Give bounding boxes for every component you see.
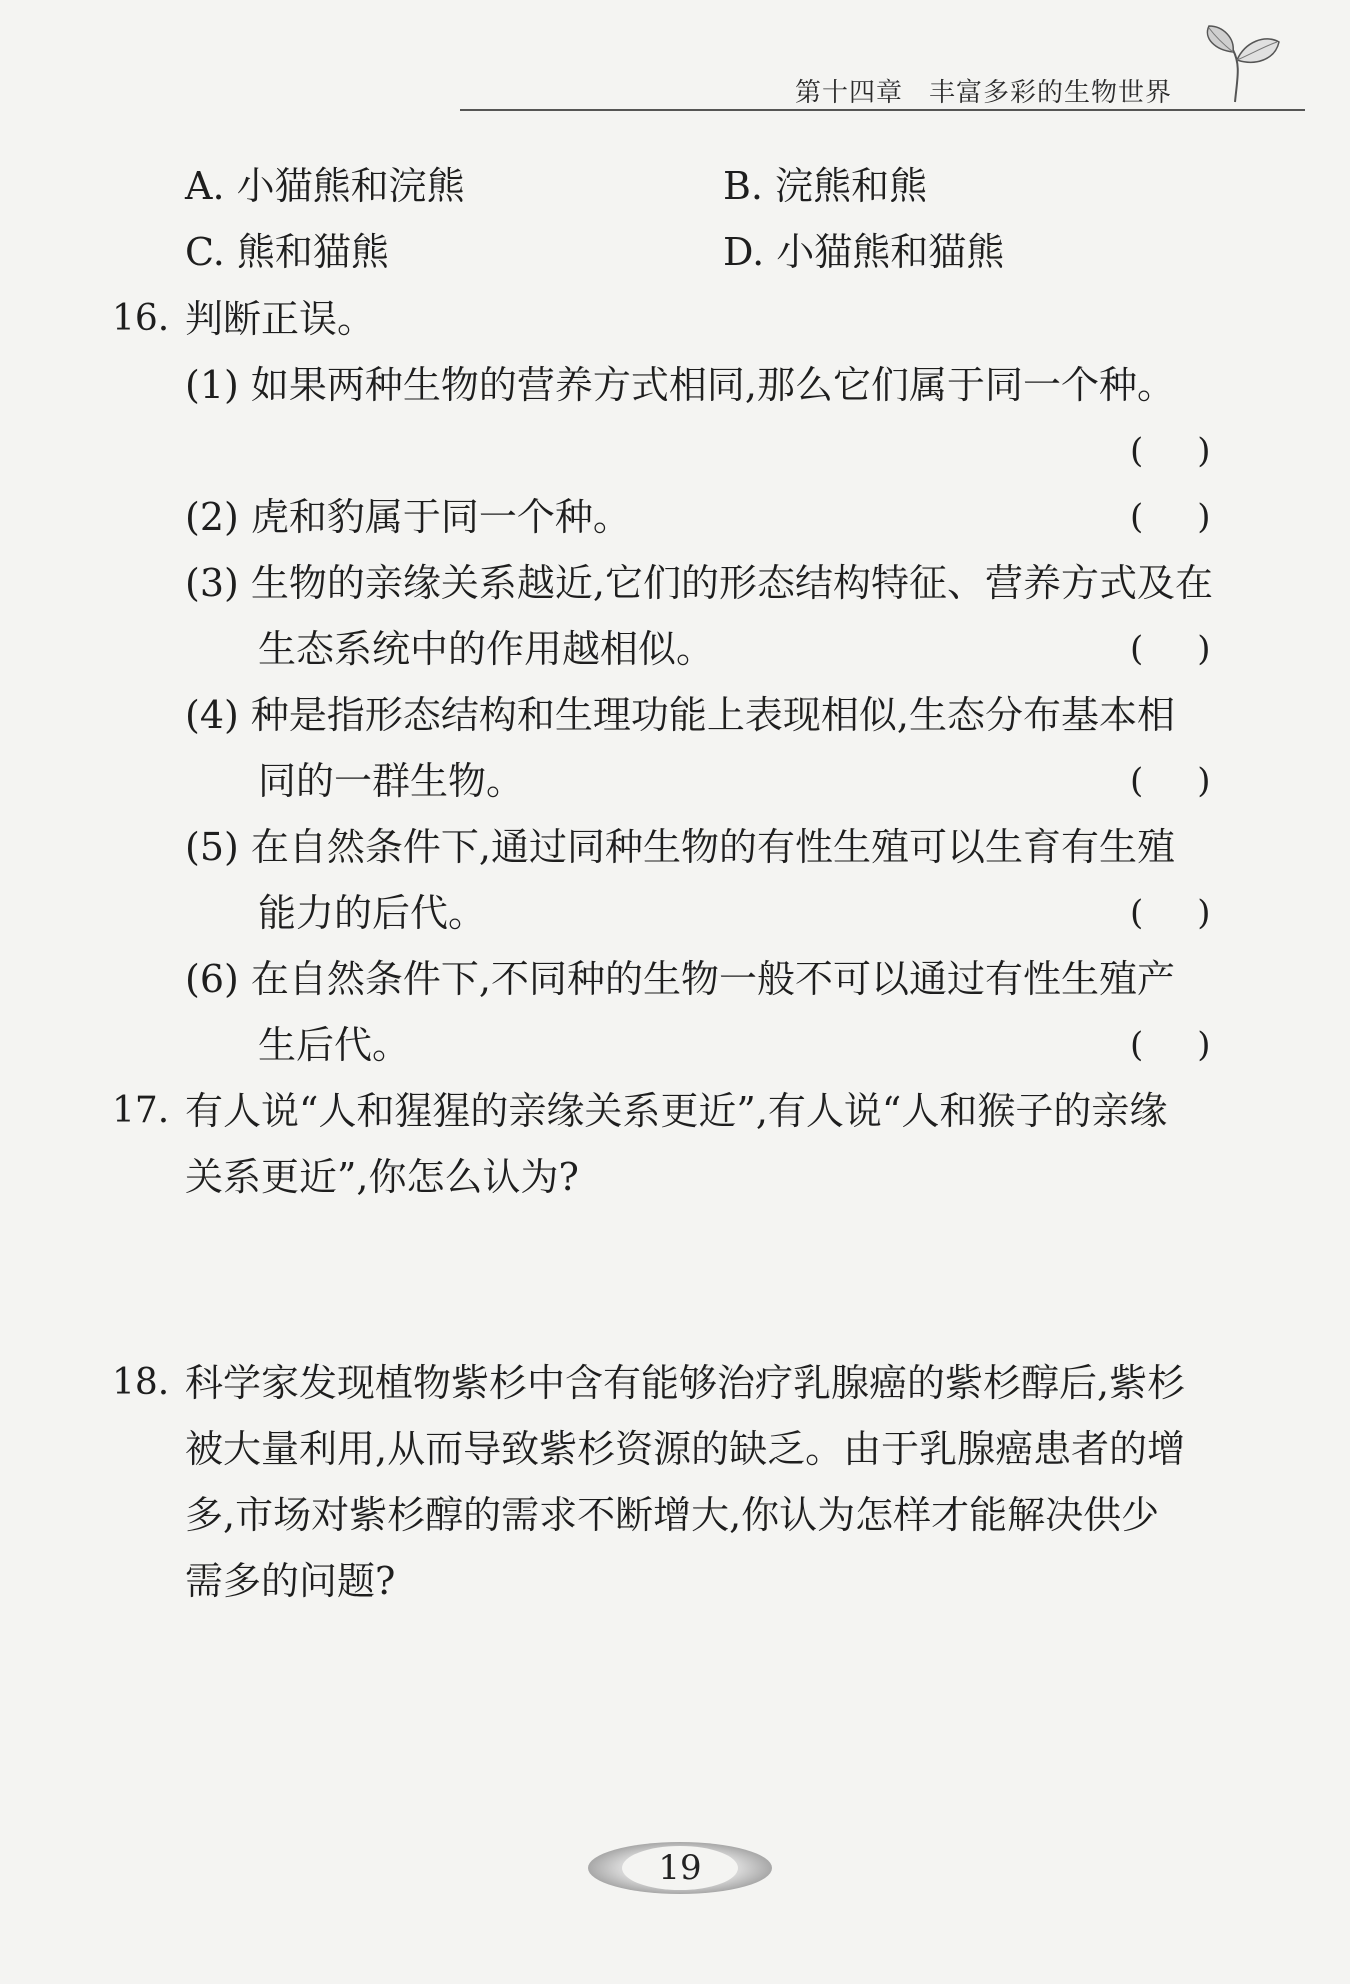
q16-item-3-line-1: (3) 生物的亲缘关系越近,它们的形态结构特征、营养方式及在 [185, 561, 1213, 605]
question-18-line-2: 被大量利用,从而导致紫杉资源的缺乏。由于乳腺癌患者的增 [185, 1427, 1186, 1471]
q16-item-2-line-1: (2) 虎和豹属于同一个种。 [185, 495, 631, 539]
question-17-line-1: 有人说“人和猩猩的亲缘关系更近”,有人说“人和猴子的亲缘 [185, 1089, 1168, 1133]
chapter-number: 第十四章 [795, 78, 904, 108]
q16-item-3-line-2: 生态系统中的作用越相似。 [258, 627, 715, 671]
question-18-line-4: 需多的问题? [185, 1559, 396, 1603]
question-18-number: 18. [112, 1362, 170, 1403]
q16-item-1-answer-blank[interactable]: ( ) [1130, 431, 1211, 471]
option-a: A. 小猫熊和浣熊 [185, 164, 465, 208]
q16-item-1-line-1: (1) 如果两种生物的营养方式相同,那么它们属于同一个种。 [185, 363, 1175, 407]
question-16-number: 16. [112, 298, 170, 339]
option-d: D. 小猫熊和猫熊 [723, 230, 1005, 274]
q16-item-2-answer-blank[interactable]: ( ) [1130, 497, 1211, 537]
q16-item-6-line-1: (6) 在自然条件下,不同种的生物一般不可以通过有性生殖产 [185, 957, 1175, 1001]
page-number: 19 [658, 1848, 702, 1888]
q16-item-5-line-1: (5) 在自然条件下,通过同种生物的有性生殖可以生育有生殖 [185, 825, 1175, 869]
question-17-line-2: 关系更近”,你怎么认为? [185, 1155, 579, 1199]
option-c: C. 熊和猫熊 [185, 230, 389, 274]
chapter-header [795, 72, 1172, 109]
q16-item-5-line-2: 能力的后代。 [258, 891, 487, 935]
q16-item-4-line-1: (4) 种是指形态结构和生理功能上表现相似,生态分布基本相 [185, 693, 1175, 737]
q16-item-6-line-2: 生后代。 [258, 1023, 411, 1067]
question-16-title: 判断正误。 [185, 297, 376, 341]
q16-item-3-answer-blank[interactable]: ( ) [1130, 629, 1211, 669]
option-b: B. 浣熊和熊 [723, 164, 928, 208]
leaf-decoration-icon [1195, 20, 1285, 105]
chapter-title: 丰富多彩的生物世界 [929, 78, 1173, 108]
q16-item-4-line-2: 同的一群生物。 [258, 759, 525, 803]
q16-item-6-answer-blank[interactable]: ( ) [1130, 1025, 1211, 1065]
question-18-line-1: 科学家发现植物紫杉中含有能够治疗乳腺癌的紫杉醇后,紫杉 [185, 1361, 1186, 1405]
question-18-line-3: 多,市场对紫杉醇的需求不断增大,你认为怎样才能解决供少 [185, 1493, 1160, 1537]
header-rule [460, 109, 1305, 111]
question-17-number: 17. [112, 1090, 170, 1131]
q16-item-5-answer-blank[interactable]: ( ) [1130, 893, 1211, 933]
page-number-badge [585, 1838, 775, 1898]
q16-item-4-answer-blank[interactable]: ( ) [1130, 761, 1211, 801]
